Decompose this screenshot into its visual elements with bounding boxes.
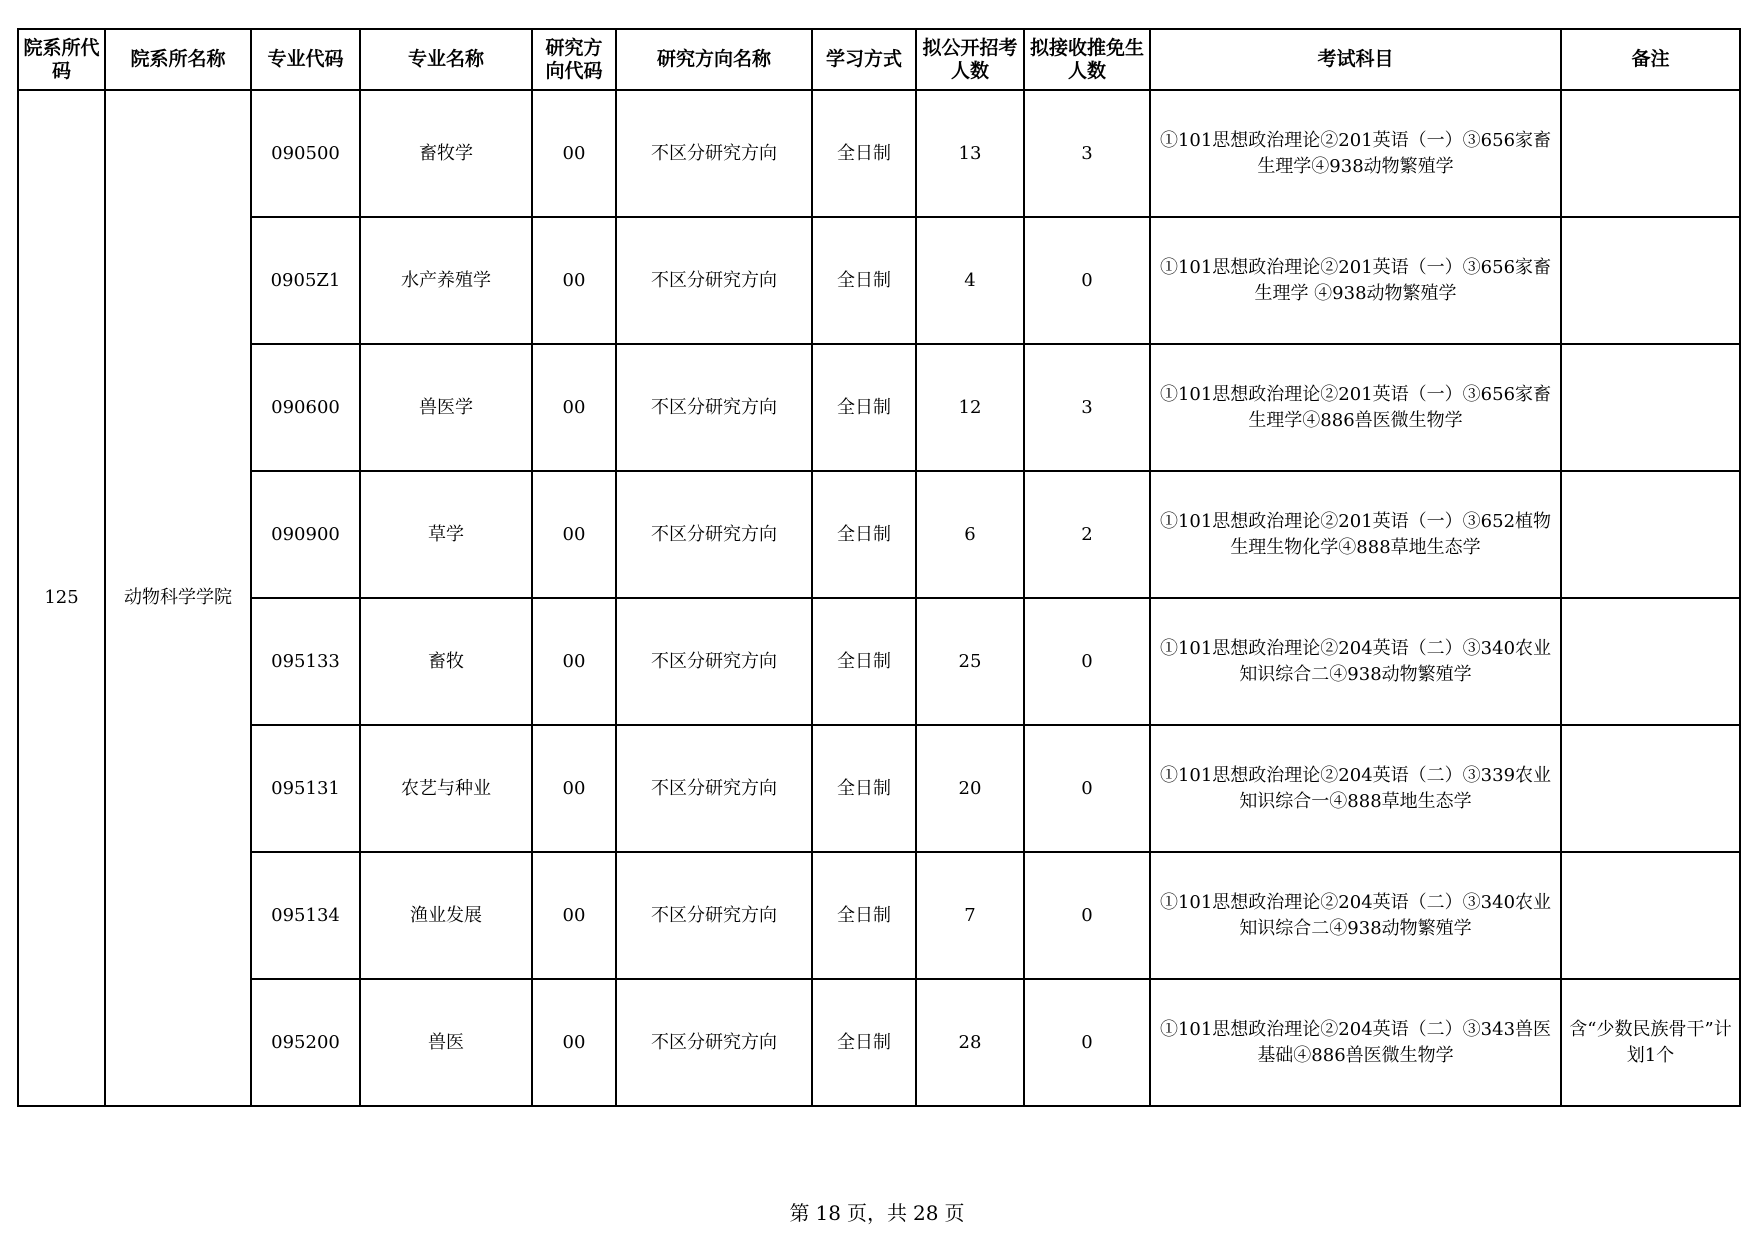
study-mode-cell: 全日制	[812, 979, 916, 1106]
remarks-cell	[1561, 598, 1740, 725]
direction-name-cell: 不区分研究方向	[616, 598, 812, 725]
page-footer	[0, 1197, 1754, 1226]
direction-name-cell: 不区分研究方向	[616, 471, 812, 598]
remarks-cell	[1561, 344, 1740, 471]
exempt-count-cell: 0	[1024, 217, 1150, 344]
direction-code-cell: 00	[532, 979, 616, 1106]
header-direction-name: 研究方向名称	[616, 29, 812, 90]
major-code-cell: 095133	[251, 598, 360, 725]
exam-subjects-cell: ①101思想政治理论②201英语（一）③656家畜生理学④886兽医微生物学	[1150, 344, 1561, 471]
major-code-cell: 095131	[251, 725, 360, 852]
public-count-cell: 12	[916, 344, 1024, 471]
major-name-cell: 兽医学	[360, 344, 532, 471]
table-row	[18, 90, 1740, 217]
table-row	[18, 217, 1740, 344]
remarks-cell	[1561, 90, 1740, 217]
major-code-cell: 090600	[251, 344, 360, 471]
direction-name-cell: 不区分研究方向	[616, 217, 812, 344]
exam-subjects-cell: ①101思想政治理论②201英语（一）③652植物生理生物化学④888草地生态学	[1150, 471, 1561, 598]
direction-code-cell: 00	[532, 344, 616, 471]
direction-name-cell: 不区分研究方向	[616, 344, 812, 471]
direction-name-cell: 不区分研究方向	[616, 979, 812, 1106]
study-mode-cell: 全日制	[812, 852, 916, 979]
remarks-cell	[1561, 217, 1740, 344]
header-major-code: 专业代码	[251, 29, 360, 90]
study-mode-cell: 全日制	[812, 471, 916, 598]
public-count-cell: 28	[916, 979, 1024, 1106]
remarks-cell: 含“少数民族骨干”计划1个	[1561, 979, 1740, 1106]
remarks-cell	[1561, 471, 1740, 598]
major-code-cell: 0905Z1	[251, 217, 360, 344]
major-name-cell: 草学	[360, 471, 532, 598]
exam-subjects-cell: ①101思想政治理论②201英语（一）③656家畜生理学④938动物繁殖学	[1150, 90, 1561, 217]
table-header-row	[18, 29, 1740, 90]
public-count-cell: 6	[916, 471, 1024, 598]
direction-name-cell: 不区分研究方向	[616, 725, 812, 852]
direction-code-cell: 00	[532, 852, 616, 979]
exam-subjects-cell: ①101思想政治理论②204英语（二）③339农业知识综合一④888草地生态学	[1150, 725, 1561, 852]
major-code-cell: 090500	[251, 90, 360, 217]
direction-code-cell: 00	[532, 90, 616, 217]
exempt-count-cell: 0	[1024, 852, 1150, 979]
exempt-count-cell: 0	[1024, 725, 1150, 852]
study-mode-cell: 全日制	[812, 344, 916, 471]
table-row	[18, 852, 1740, 979]
study-mode-cell: 全日制	[812, 217, 916, 344]
public-count-cell: 4	[916, 217, 1024, 344]
direction-name-cell: 不区分研究方向	[616, 90, 812, 217]
table-row	[18, 979, 1740, 1106]
header-dept-name: 院系所名称	[105, 29, 251, 90]
footer-middle: 页，共	[847, 1201, 907, 1225]
major-name-cell: 农艺与种业	[360, 725, 532, 852]
exempt-count-cell: 0	[1024, 598, 1150, 725]
exempt-count-cell: 2	[1024, 471, 1150, 598]
footer-page-number: 18	[815, 1201, 841, 1225]
exam-subjects-cell: ①101思想政治理论②204英语（二）③343兽医基础④886兽医微生物学	[1150, 979, 1561, 1106]
exam-subjects-cell: ①101思想政治理论②201英语（一）③656家畜生理学 ④938动物繁殖学	[1150, 217, 1561, 344]
direction-name-cell: 不区分研究方向	[616, 852, 812, 979]
major-name-cell: 水产养殖学	[360, 217, 532, 344]
table-row	[18, 344, 1740, 471]
major-name-cell: 兽医	[360, 979, 532, 1106]
header-study-mode: 学习方式	[812, 29, 916, 90]
header-exam-subjects: 考试科目	[1150, 29, 1561, 90]
remarks-cell	[1561, 852, 1740, 979]
major-code-cell: 090900	[251, 471, 360, 598]
dept-code-cell: 125	[18, 90, 105, 1106]
remarks-cell	[1561, 725, 1740, 852]
public-count-cell: 13	[916, 90, 1024, 217]
enrollment-table	[17, 28, 1741, 1107]
table-row	[18, 471, 1740, 598]
major-name-cell: 渔业发展	[360, 852, 532, 979]
exempt-count-cell: 3	[1024, 344, 1150, 471]
header-exempt-count: 拟接收推免生人数	[1024, 29, 1150, 90]
major-code-cell: 095200	[251, 979, 360, 1106]
exempt-count-cell: 0	[1024, 979, 1150, 1106]
direction-code-cell: 00	[532, 598, 616, 725]
header-direction-code: 研究方向代码	[532, 29, 616, 90]
direction-code-cell: 00	[532, 725, 616, 852]
footer-total-pages: 28	[913, 1201, 939, 1225]
public-count-cell: 7	[916, 852, 1024, 979]
public-count-cell: 20	[916, 725, 1024, 852]
header-remarks: 备注	[1561, 29, 1740, 90]
study-mode-cell: 全日制	[812, 90, 916, 217]
public-count-cell: 25	[916, 598, 1024, 725]
exempt-count-cell: 3	[1024, 90, 1150, 217]
footer-prefix: 第	[789, 1201, 810, 1225]
footer-suffix: 页	[944, 1201, 965, 1225]
exam-subjects-cell: ①101思想政治理论②204英语（二）③340农业知识综合二④938动物繁殖学	[1150, 598, 1561, 725]
study-mode-cell: 全日制	[812, 725, 916, 852]
direction-code-cell: 00	[532, 471, 616, 598]
direction-code-cell: 00	[532, 217, 616, 344]
major-name-cell: 畜牧学	[360, 90, 532, 217]
exam-subjects-cell: ①101思想政治理论②204英语（二）③340农业知识综合二④938动物繁殖学	[1150, 852, 1561, 979]
major-code-cell: 095134	[251, 852, 360, 979]
header-major-name: 专业名称	[360, 29, 532, 90]
table-row	[18, 598, 1740, 725]
major-name-cell: 畜牧	[360, 598, 532, 725]
header-dept-code: 院系所代码	[18, 29, 105, 90]
study-mode-cell: 全日制	[812, 598, 916, 725]
header-public-count: 拟公开招考人数	[916, 29, 1024, 90]
table-row	[18, 725, 1740, 852]
dept-name-cell: 动物科学学院	[105, 90, 251, 1106]
